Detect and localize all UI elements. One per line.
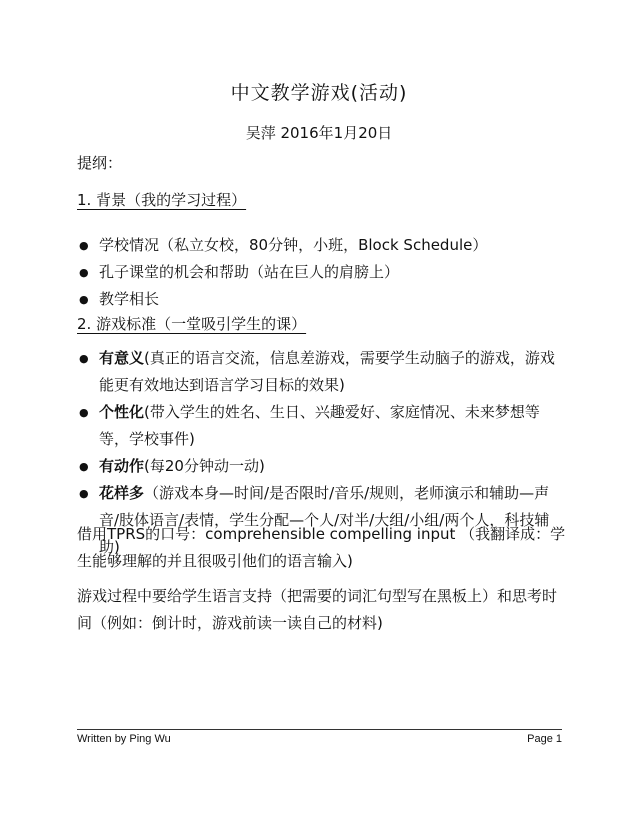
list-item <box>77 453 567 480</box>
term: 有动作 <box>99 457 145 475</box>
section-1-heading: 1. 背景（我的学习过程） <box>77 191 247 209</box>
document-title: 中文教学游戏(活动) <box>230 82 408 104</box>
outline-label: 提纲： <box>77 154 123 172</box>
term: 个性化 <box>99 403 145 421</box>
term: 有意义 <box>99 349 145 367</box>
list-item: ● 教学相长 <box>77 286 567 313</box>
paragraph-tprs: 借用TPRS的口号：comprehensible compelling input （我翻译成：学生能够理解的并且很吸引他们的语言输入) <box>77 525 566 570</box>
section-1-list <box>77 232 567 313</box>
footer-divider <box>77 729 562 730</box>
list-item: ● 学校情况（私立女校，80分钟，小班，Block Schedule） <box>77 232 567 259</box>
author-date: 吴萍 2016年1月20日 <box>245 124 393 142</box>
term-description: (真正的语言交流，信息差游戏，需要学生动脑子的游戏，游戏能更有效地达到语言学习目标的效果) <box>99 349 555 394</box>
term-description: (每20分钟动一动) <box>144 457 265 475</box>
footer-author: Written by Ping Wu <box>77 733 171 745</box>
section-2-heading: 2. 游戏标准（一堂吸引学生的课） <box>77 315 307 333</box>
paragraph-support: 游戏过程中要给学生语言支持（把需要的词汇句型写在黑板上）和思考时间（例如：倒计时，游戏前读一读自己的材料) <box>77 587 558 632</box>
list-item: ● 孔子课堂的机会和帮助（站在巨人的肩膀上） <box>77 259 567 286</box>
term-description: （游戏本身—时间/是否限时/音乐/规则，老师演示和辅助—声音/肢体语言/表情，学生分配—个人/对半/大组/小组/两个人，科技辅助) <box>99 484 550 556</box>
term-description: (带入学生的姓名、生日、兴趣爱好、家庭情况、未来梦想等等，学校事件) <box>99 403 540 448</box>
list-item <box>77 345 567 399</box>
page-number: Page 1 <box>527 733 562 745</box>
list-item <box>77 399 567 453</box>
term: 花样多 <box>99 484 145 502</box>
